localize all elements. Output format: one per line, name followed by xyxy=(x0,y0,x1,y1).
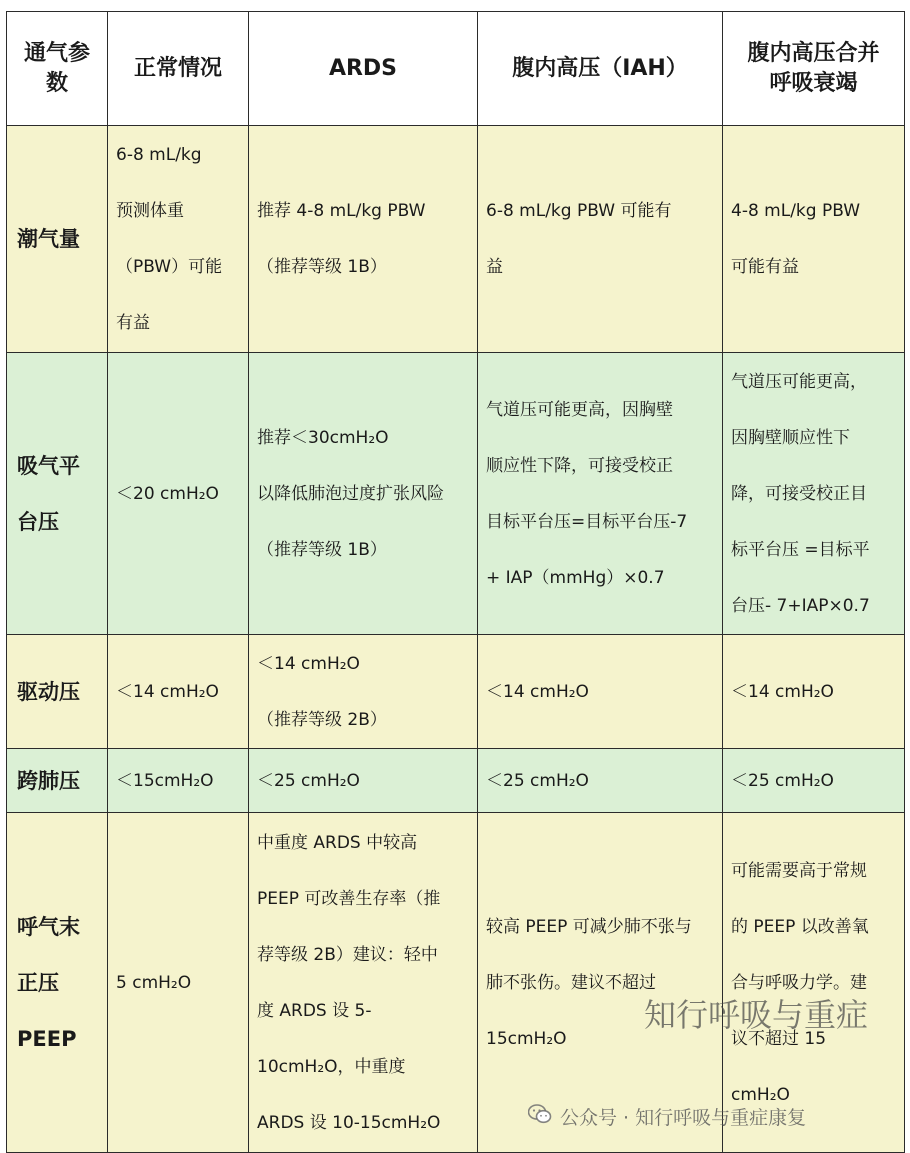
footer-text: 公众号 · 知行呼吸与重症康复 xyxy=(560,1107,807,1129)
row-transpulmonary-pressure xyxy=(7,749,905,813)
cell-plateau-ards: 推荐＜30cmH₂O 以降低肺泡过度扩张风险 （推荐等级 1B） xyxy=(249,353,478,635)
cell-peep-ards: 中重度 ARDS 中较高 PEEP 可改善生存率（推 荐等级 2B）建议：轻中 度 ARDS 设 5- 10cmH₂O，中重度 ARDS 设 10-15cmH₂O xyxy=(249,813,478,1153)
cell-plateau-iah-rf: 气道压可能更高， 因胸壁顺应性下 降，可接受校正目 标平台压 =目标平 台压- 7+IAP×0.7 xyxy=(723,353,905,635)
cell-plateau-normal: ＜20 cmH₂O xyxy=(108,353,249,635)
cell-peep-normal: 5 cmH₂O xyxy=(108,813,249,1153)
cell-transpulm-iah: ＜25 cmH₂O xyxy=(478,749,723,813)
cell-tidal-ards: 推荐 4-8 mL/kg PBW （推荐等级 1B） xyxy=(249,126,478,353)
header-iah-resp-failure: 腹内高压合并 呼吸衰竭 xyxy=(723,12,905,126)
cell-driving-iah: ＜14 cmH₂O xyxy=(478,635,723,749)
cell-transpulm-normal: ＜15cmH₂O xyxy=(108,749,249,813)
param-driving-pressure: 驱动压 xyxy=(7,635,108,749)
cell-tidal-iah: 6-8 mL/kg PBW 可能有 益 xyxy=(478,126,723,353)
cell-plateau-iah: 气道压可能更高，因胸壁 顺应性下降，可接受校正 目标平台压=目标平台压-7 + IAP（mmHg）×0.7 xyxy=(478,353,723,635)
header-iah: 腹内高压（IAH） xyxy=(478,12,723,126)
wechat-icon xyxy=(528,1103,560,1130)
row-plateau-pressure xyxy=(7,353,905,635)
row-peep xyxy=(7,813,905,1153)
cell-driving-iah-rf: ＜14 cmH₂O xyxy=(723,635,905,749)
ventilation-parameters-table xyxy=(6,11,905,1153)
watermark-text: 知行呼吸与重症 xyxy=(644,996,869,1034)
row-driving-pressure xyxy=(7,635,905,749)
row-tidal-volume xyxy=(7,126,905,353)
param-peep: 呼气末 正压 PEEP xyxy=(7,813,108,1153)
cell-transpulm-iah-rf: ＜25 cmH₂O xyxy=(723,749,905,813)
cell-peep-iah: 较高 PEEP 可减少肺不张与 肺不张伤。建议不超过 15cmH₂O xyxy=(478,813,723,1153)
param-transpulmonary-pressure: 跨肺压 xyxy=(7,749,108,813)
cell-driving-ards: ＜14 cmH₂O （推荐等级 2B） xyxy=(249,635,478,749)
cell-transpulm-ards: ＜25 cmH₂O xyxy=(249,749,478,813)
cell-tidal-iah-rf: 4-8 mL/kg PBW 可能有益 xyxy=(723,126,905,353)
param-plateau-pressure: 吸气平 台压 xyxy=(7,353,108,635)
footer-credit xyxy=(528,1103,806,1130)
header-normal: 正常情况 xyxy=(108,12,249,126)
header-ards: ARDS xyxy=(249,12,478,126)
header-row xyxy=(7,12,905,126)
param-tidal-volume: 潮气量 xyxy=(7,126,108,353)
cell-peep-iah-rf: 可能需要高于常规 的 PEEP 以改善氧 合与呼吸力学。建 议不超过 15 cmH₂O xyxy=(723,813,905,1153)
cell-tidal-normal: 6-8 mL/kg 预测体重 （PBW）可能 有益 xyxy=(108,126,249,353)
cell-driving-normal: ＜14 cmH₂O xyxy=(108,635,249,749)
header-param: 通气参 数 xyxy=(7,12,108,126)
